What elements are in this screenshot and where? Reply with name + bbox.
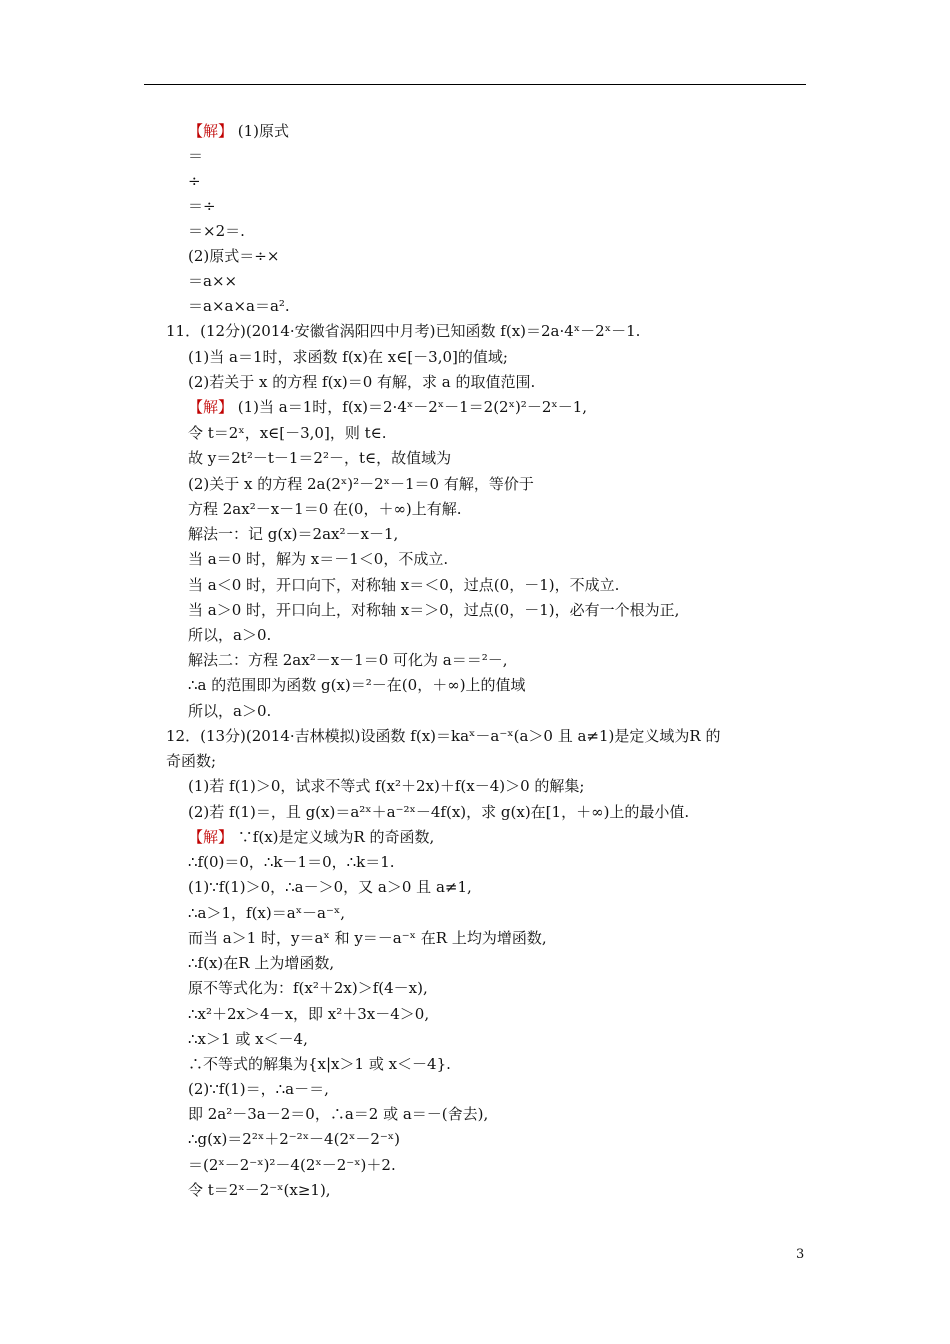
text-line <box>188 549 448 569</box>
line-text: ∴a 的范围即为函数 g(x)＝²－在(0，＋∞)上的值域 <box>188 676 526 694</box>
text-line <box>188 802 689 822</box>
text-line <box>188 121 289 141</box>
line-text: 11．(12分)(2014·安徽省涡阳四中月考)已知函数 f(x)＝2a·4ˣ－2ˣ－1. <box>166 322 641 340</box>
line-text: ÷ <box>188 172 201 190</box>
line-text: 12．(13分)(2014·吉林模拟)设函数 f(x)＝kaˣ－a⁻ˣ(a＞0 且 a≠1)是定义域为R 的 <box>166 727 721 745</box>
line-text: 解法一：记 g(x)＝2ax²－x－1, <box>188 525 399 543</box>
text-line <box>188 146 203 166</box>
line-text: ＝ <box>188 147 204 165</box>
line-text: 解法二：方程 2ax²－x－1＝0 可化为 a＝＝²－, <box>188 651 508 669</box>
text-line <box>188 1129 400 1149</box>
text-line <box>188 246 279 266</box>
line-text: 方程 2ax²－x－1＝0 在(0，＋∞)上有解. <box>188 500 462 518</box>
line-text: 即 2a²－3a－2＝0，∴a＝2 或 a＝－(舍去), <box>188 1105 489 1123</box>
line-text: (1)若 f(1)＞0，试求不等式 f(x²＋2x)＋f(x－4)＞0 的解集; <box>188 777 585 795</box>
line-text: 所以，a＞0. <box>188 702 272 720</box>
solution-tag: 【解】 <box>188 828 234 846</box>
text-line <box>188 347 508 367</box>
text-line <box>188 499 462 519</box>
line-text: ＝÷ <box>188 197 216 215</box>
line-text: ∴x²＋2x＞4－x，即 x²＋3x－4＞0, <box>188 1005 430 1023</box>
line-text: ∴f(0)＝0，∴k－1＝0，∴k＝1. <box>188 853 395 871</box>
text-line <box>188 575 619 595</box>
line-text: (1)当 a＝1时，求函数 f(x)在 x∈[－3,0]的值域; <box>188 348 508 366</box>
solution-tag: 【解】 <box>188 122 234 140</box>
line-text: 原不等式化为：f(x²＋2x)＞f(4－x), <box>188 979 428 997</box>
line-text: ∴不等式的解集为{x|x＞1 或 x＜－4}. <box>188 1055 451 1073</box>
line-text: (1)当 a＝1时，f(x)＝2·4ˣ－2ˣ－1＝2(2ˣ)²－2ˣ－1, <box>233 398 588 416</box>
text-line <box>188 474 534 494</box>
line-text: (2)若 f(1)＝，且 g(x)＝a²ˣ＋a⁻²ˣ－4f(x)，求 g(x)在[1，＋∞)上的最小值. <box>188 803 690 821</box>
text-line <box>166 321 640 341</box>
text-line <box>188 600 679 620</box>
text-line <box>188 196 216 216</box>
line-text: ∵f(x)是定义域为R 的奇函数, <box>233 828 435 846</box>
text-line <box>188 650 508 670</box>
line-text: 奇函数; <box>166 752 217 770</box>
line-text: ＝a×× <box>188 272 238 290</box>
line-text: (1)原式 <box>233 122 290 140</box>
line-text: (2)关于 x 的方程 2a(2ˣ)²－2ˣ－1＝0 有解，等价于 <box>188 475 534 493</box>
text-line <box>188 423 387 443</box>
text-line <box>188 625 271 645</box>
line-text: 当 a＝0 时，解为 x＝－1＜0，不成立. <box>188 550 449 568</box>
text-line <box>188 448 451 468</box>
page-number: 3 <box>796 1247 805 1262</box>
text-line <box>188 953 334 973</box>
text-line <box>188 827 434 847</box>
text-line <box>188 271 237 291</box>
line-text: (2)若关于 x 的方程 f(x)＝0 有解，求 a 的取值范围. <box>188 373 536 391</box>
line-text: ＝(2ˣ－2⁻ˣ)²－4(2ˣ－2⁻ˣ)＋2. <box>188 1156 396 1174</box>
text-line <box>188 852 395 872</box>
text-line <box>188 701 271 721</box>
text-line <box>188 1079 329 1099</box>
line-text: 令 t＝2ˣ，x∈[－3,0]，则 t∈. <box>188 424 387 442</box>
text-line <box>188 675 526 695</box>
solution-tag: 【解】 <box>188 398 234 416</box>
text-line <box>188 978 428 998</box>
line-text: (1)∵f(1)＞0，∴a－＞0，又 a＞0 且 a≠1, <box>188 878 472 896</box>
text-line <box>188 296 290 316</box>
text-line <box>188 903 345 923</box>
text-line <box>188 1029 308 1049</box>
text-line <box>166 726 720 746</box>
text-line <box>188 1104 488 1124</box>
text-line <box>188 776 584 796</box>
line-text: (2)原式＝÷× <box>188 247 280 265</box>
text-line <box>188 1004 429 1024</box>
line-text: 故 y＝2t²－t－1＝2²－，t∈，故值域为 <box>188 449 452 467</box>
line-text: 所以，a＞0. <box>188 626 272 644</box>
line-text: ∴f(x)在R 上为增函数, <box>188 954 335 972</box>
text-line <box>188 1054 451 1074</box>
line-text: 而当 a＞1 时，y＝aˣ 和 y＝－a⁻ˣ 在R 上均为增函数, <box>188 929 547 947</box>
line-text: ∴g(x)＝2²ˣ＋2⁻²ˣ－4(2ˣ－2⁻ˣ) <box>188 1130 401 1148</box>
text-line <box>188 524 398 544</box>
text-line <box>188 1155 396 1175</box>
text-line <box>188 372 535 392</box>
text-line <box>188 928 547 948</box>
text-line <box>188 877 472 897</box>
line-text: ＝×2＝. <box>188 222 245 240</box>
line-text: 当 a＞0 时，开口向上，对称轴 x＝＞0，过点(0，－1)，必有一个根为正, <box>188 601 680 619</box>
text-line <box>188 397 587 417</box>
text-line <box>188 171 201 191</box>
line-text: ∴x＞1 或 x＜－4, <box>188 1030 308 1048</box>
line-text: ∴a＞1，f(x)＝aˣ－a⁻ˣ, <box>188 904 346 922</box>
line-text: ＝a×a×a＝a². <box>188 297 290 315</box>
line-text: 当 a＜0 时，开口向下，对称轴 x＝＜0，过点(0，－1)，不成立. <box>188 576 620 594</box>
text-line <box>188 221 245 241</box>
text-line <box>166 751 216 771</box>
text-line <box>188 1180 331 1200</box>
line-text: 令 t＝2ˣ－2⁻ˣ(x≥1), <box>188 1181 331 1199</box>
line-text: (2)∵f(1)＝，∴a－＝, <box>188 1080 329 1098</box>
